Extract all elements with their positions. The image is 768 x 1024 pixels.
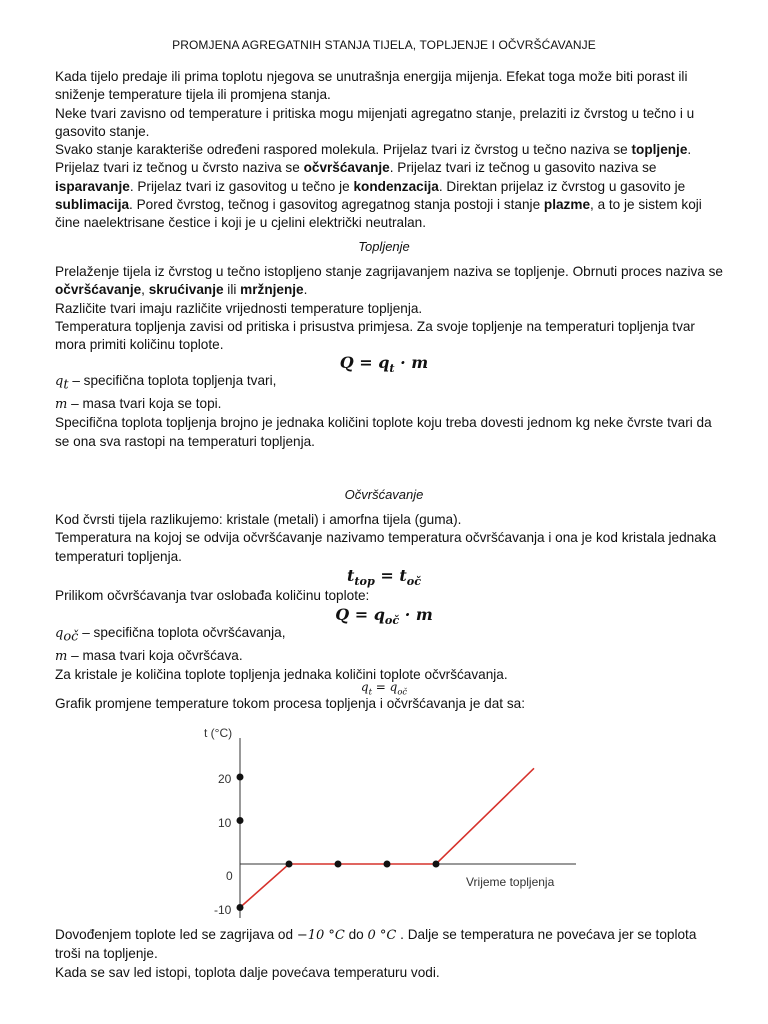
formula-solidification-heat: $Q = q_{oč} \cdot m$ [335,605,433,628]
y-tick-20: 20 [218,772,232,786]
heading-ocvrscavanje: Očvršćavanje [344,487,424,502]
term-kondenzacija: kondenzacija [353,178,439,194]
topljenje-line-4: Specifična toplota topljenja brojno je jednaka količini toplote koju treba dovesti jednom kg neke čvrste tvari da se ona sva rastopi na temperaturi topljenja. [55,415,712,449]
formula-temperatures: $t_{top} = t_{oč}$ [346,566,422,589]
y-tick-minus10: -10 [214,903,232,917]
formula-melting-heat: $Q = q_t \cdot m$ [339,353,429,376]
topljenje-line-3: Temperatura topljenja zavisi od pritiska i prisustva primjesa. Za svoje topljenje na temperaturi topljenja tvar mora primiti količinu toplote. [55,318,695,353]
def-m2: m – masa tvari koja očvršćava. [55,648,243,665]
ocv-line-2: Temperatura na kojoj se odvija očvršćavanje nazivamo temperatura očvršćavanja i ona je kod kristala jednaka temperaturi topljenja. [55,530,717,564]
formula-qt-equals-qoc: $q_t = q_{oč}$ [360,680,408,697]
intro-line-1: Kada tijelo predaje ili prima toplotu njegova se unutrašnja energija mijenja. Efekat toga može biti porast ili sniženje temperature tijela ili promjena stanja. [55,69,688,103]
bottom-line-2: Kada se sav led istopi, toplota dalje povećava temperaturu vodi. [55,964,440,980]
def-m: m – masa tvari koja se topi. [55,396,222,413]
term-plazme: plazme [543,197,591,213]
topljenje-definitions [55,372,725,451]
term-ocvrscavanje: očvršćavanje [303,160,390,176]
def-qoc: $q_{oč}$ – specifična toplota očvršćavanja, [55,625,286,645]
ocv-line-3: Prilikom očvršćavanja tvar oslobađa količinu toplote: [55,588,370,603]
ocv-line-4: Za kristale je količina toplote topljenja jednaka količini toplote očvršćavanja. [55,667,508,683]
topljenje-line-2: Različite tvari imaju različite vrijednosti temperature topljenja. [55,300,423,316]
intro-line-2: Neke tvari zavisno od temperature i pritiska mogu mijenjati agregatno stanje, prelaziti iz čvrstog u tečno i u gasovito stanje. [55,105,695,139]
ocv-definitions [55,624,725,685]
temperature-chart [196,718,576,923]
data-point-5 [384,861,391,868]
def-qt: $q_t$ – specifična toplota topljenja tvari, [55,373,277,393]
intro-paragraph [55,68,725,233]
document-title: PROMJENA AGREGATNIH STANJA TIJELA, TOPLJENJE I OČVRŠĆAVANJE [172,38,596,52]
data-point-2 [237,774,244,781]
ocv-line-1: Kod čvrsti tijela razlikujemo: kristale (metali) i amorfna tijela (guma). [55,512,462,527]
topljenje-line-1: Prelaženje tijela iz čvrstog u tečno istopljeno stanje zagrijavanjem naziva se topljenje. Obrnuti proces naziva se očvršćavanje, skrućivanje ili mržnjenje. [55,264,723,298]
y-tick-0: 0 [226,869,233,883]
bottom-paragraph [55,926,725,982]
y-axis-label: t (°C) [204,726,233,740]
ocv-line-5: Grafik promjene temperature tokom procesa topljenja i očvršćavanja je dat sa: [55,696,525,711]
data-point-1 [237,817,244,824]
heading-topljenje: Topljenje [358,239,410,254]
data-point-3 [286,861,293,868]
bottom-line-1: Dovođenjem toplote led se zagrijava od −10 °C do 0 °C . Dalje se temperatura ne povećava jer se toplota troši na topljenje. [55,927,697,962]
data-point-6 [433,861,440,868]
data-point-0 [237,904,244,911]
x-axis-label: Vrijeme topljenja [466,875,555,889]
topljenje-paragraph [55,263,725,354]
ocvrscavanje-paragraph [55,511,725,566]
term-sublimacija: sublimacija [55,197,130,213]
y-tick-10: 10 [218,816,232,830]
term-topljenje: topljenje [631,142,688,158]
term-isparavanje: isparavanje [55,178,130,194]
intro-line-3: Svako stanje karakteriše određeni raspored molekula. Prijelaz tvari iz čvrstog u tečno naziva se topljenje. Prijelaz tvari iz tečnog u čvrsto naziva se očvršćavanje. Prijelaz tvari iz tečnog u gasovito naziva se isparavanje. Prijelaz tvari iz gasovitog u tečno je kondenzacija. Direktan prijelaz iz čvrstog u gasovito je sublimacija. Pored čvrstog, tečnog i gasovitog agregatnog stanja postoji i stanje plazme, a to je sistem koji čine naelektrisane čestice i koji je u cjelini električki neutralan. [55,142,702,231]
data-point-4 [335,861,342,868]
